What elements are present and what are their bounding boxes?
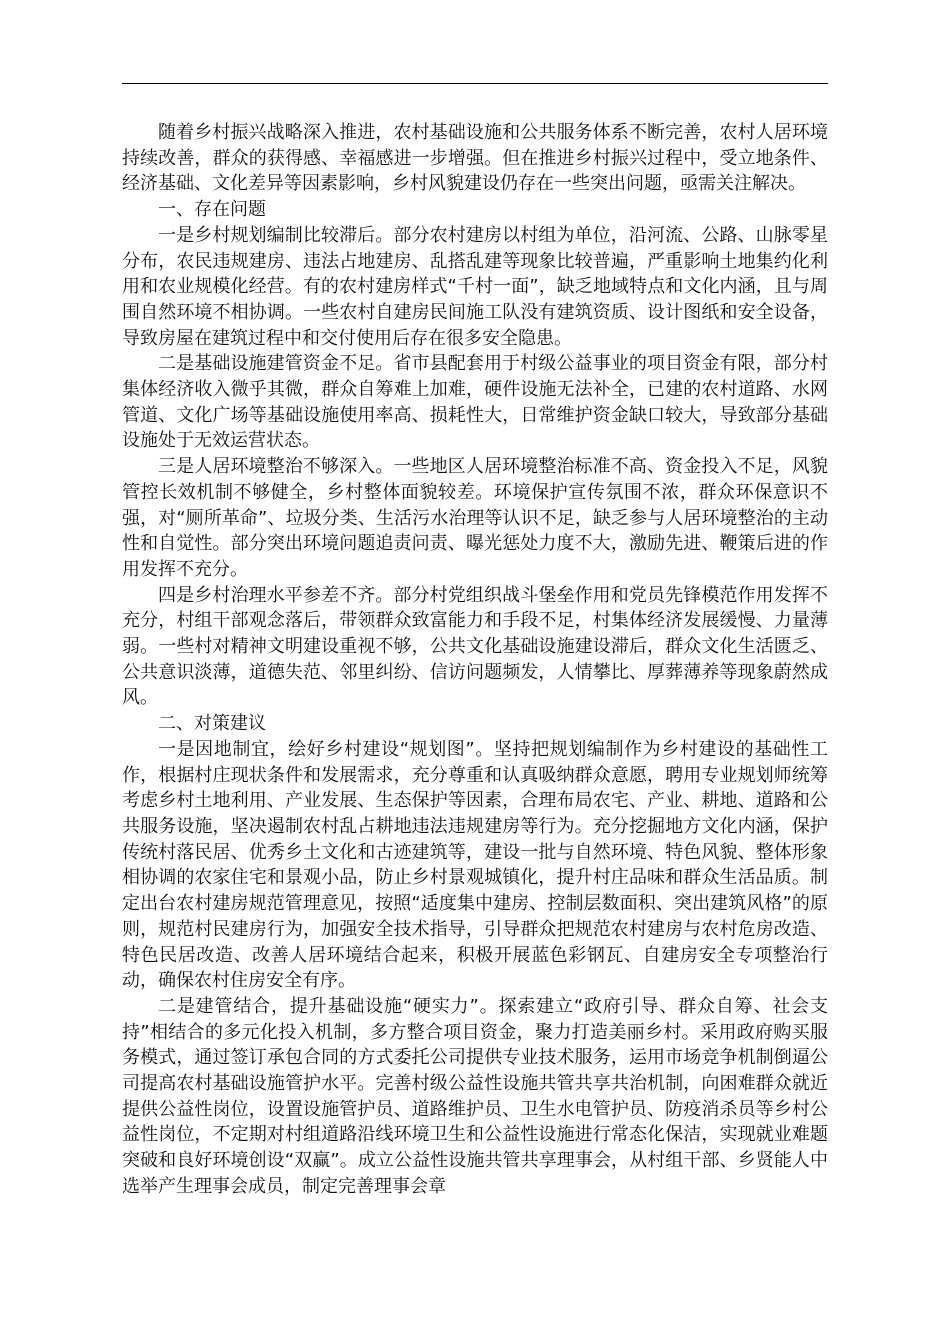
problem-paragraph-4: 四是乡村治理水平参差不齐。部分村党组织战斗堡垒作用和党员先锋模范作用发挥不充分，村组干部观念落后，带领群众致富能力和手段不足，村集体经济发展缓慢、力量薄弱。一些村对精神文明建设重视不够，公共文化基础设施建设滞后，群众文化生活匮乏、公共意识淡薄，道德失范、邻里纠纷、信访问题频发，人情攀比、厚葬薄养等现象蔚然成风。: [122, 584, 828, 709]
suggestion-paragraph-1: 一是因地制宜，绘好乡村建设“规划图”。坚持把规划编制作为乡村建设的基础性工作，根据村庄现状条件和发展需求，充分尊重和认真吸纳群众意愿，聘用专业规划师统筹考虑乡村土地利用、产业发展、生态保护等因素，合理布局农宅、产业、耕地、道路和公共服务设施，坚决遏制农村乱占耕地违法违规建房等行为。充分挖掘地方文化内涵，保护传统村落民居、优秀乡土文化和古迹建筑等，建设一批与自然环境、特色风貌、整体形象相协调的农家住宅和景观小品，防止乡村景观城镇化，提升村庄品味和群众生活品质。制定出台农村建房规范管理意见，按照“适度集中建房、控制层数面积、突出建筑风格”的原则，规范村民建房行为，加强安全技术指导，引导群众把规范农村建房与农村危房改造、特色民居改造、改善人居环境结合起来，积极开展蓝色彩钢瓦、自建房安全专项整治行动，确保农村住房安全有序。: [122, 738, 828, 992]
header-rule: [122, 83, 828, 84]
problem-paragraph-2: 二是基础设施建管资金不足。省市县配套用于村级公益事业的项目资金有限，部分村集体经济收入微乎其微，群众自筹难上加难，硬件设施无法补全，已建的农村道路、水网管道、文化广场等基础设施使用率高、损耗性大，日常维护资金缺口较大，导致部分基础设施处于无效运营状态。: [122, 353, 828, 452]
document-body: [122, 120, 828, 1200]
problem-paragraph-1: 一是乡村规划编制比较滞后。部分农村建房以村组为单位，沿河流、公路、山脉零星分布，农民违规建房、违法占地建房、乱搭乱建等现象比较普遍，严重影响土地集约化利用和农业规模化经营。有的农村建房样式“千村一面”，缺乏地域特点和文化内涵，且与周围自然环境不相协调。一些农村自建房民间施工队没有建筑资质、设计图纸和安全设备，导致房屋在建筑过程中和交付使用后存在很多安全隐患。: [122, 224, 828, 349]
section-heading-suggestions: 二、对策建议: [158, 713, 266, 735]
intro-paragraph: 随着乡村振兴战略深入推进，农村基础设施和公共服务体系不断完善，农村人居环境持续改善，群众的获得感、幸福感进一步增强。但在推进乡村振兴过程中，受立地条件、经济基础、文化差异等因素影响，乡村风貌建设仍存在一些突出问题，亟需关注解决。: [122, 122, 828, 195]
problem-paragraph-3: 三是人居环境整治不够深入。一些地区人居环境整治标准不高、资金投入不足，风貌管控长效机制不够健全，乡村整体面貌较差。环境保护宣传氛围不浓，群众环保意识不强，对“厕所革命”、垃圾分类、生活污水治理等认识不足，缺乏参与人居环境整治的主动性和自觉性。部分突出环境问题追责问责、曝光惩处力度不大，激励先进、鞭策后进的作用发挥不充分。: [122, 456, 828, 580]
section-heading-problems: 一、存在问题: [158, 199, 266, 221]
suggestion-paragraph-2: 二是建管结合，提升基础设施“硬实力”。探索建立“政府引导、群众自筹、社会支持”相结合的多元化投入机制，多方整合项目资金，聚力打造美丽乡村。采用政府购买服务模式，通过签订承包合同的方式委托公司提供专业技术服务，运用市场竞争机制倒逼公司提高农村基础设施管护水平。完善村级公益性设施共管共享共治机制，向困难群众就近提供公益性岗位，设置设施管护员、道路维护员、卫生水电管护员、防疫消杀员等乡村公益性岗位，不定期对村组道路沿线环境卫生和公益性设施进行常态化保洁，实现就业难题突破和良好环境创设“双赢”。成立公益性设施共管共享理事会，从村组干部、乡贤能人中选举产生理事会成员，制定完善理事会章: [122, 995, 828, 1197]
